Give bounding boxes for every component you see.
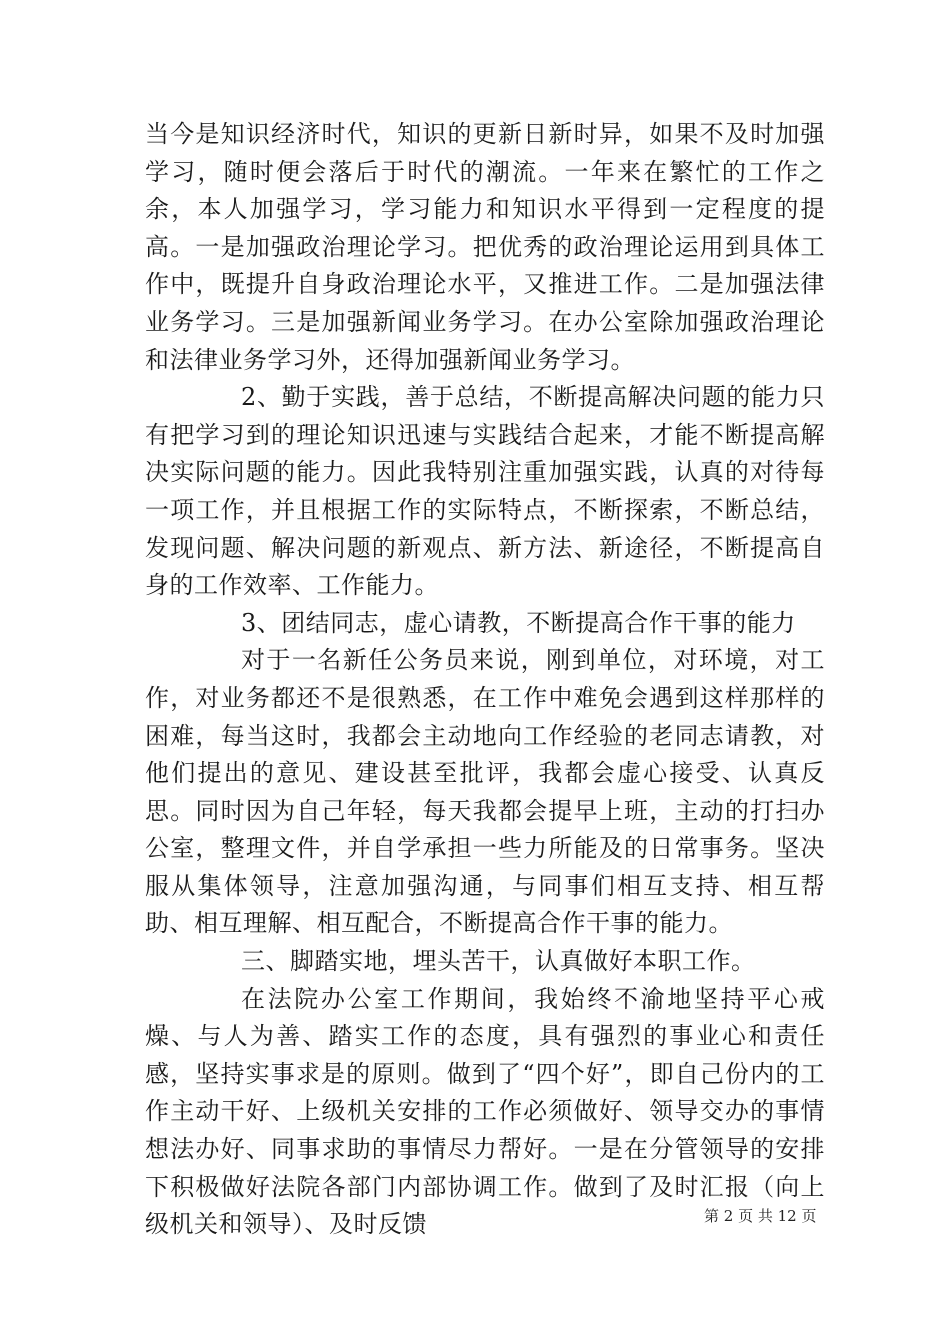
paragraph-unity-heading: 3、团结同志，虚心请教，不断提高合作干事的能力 [241,608,796,637]
paragraph-practice: 2、勤于实践，善于总结，不断提高解决问题的能力只有把学习到的理论知识迅速与实践结合起来，才能不断提高解决实际问题的能力。因此我特别注重加强实践，认真的对待每一项工作，并且根据工作的实际特点，不断探索，不断总结，发现问题、解决问题的新观点、新方法、新途径，不断提高自身的工作效率、工作能力。 [145,383,825,600]
section-heading-3: 三、脚踏实地，埋头苦干，认真做好本职工作。 [241,947,756,976]
paragraph-study: 当今是知识经济时代，知识的更新日新时异，如果不及时加强学习，随时便会落后于时代的潮流。一年来在繁忙的工作之余，本人加强学习，学习能力和知识水平得到一定程度的提高。一是加强政治理论学习。把优秀的政治理论运用到具体工作中，既提升自身政治理论水平，又推进工作。二是加强法律业务学习。三是加强新闻业务学习。在办公室除加强政治理论和法律业务学习外，还得加强新闻业务学习。 [145,120,825,374]
paragraph-court-office: 在法院办公室工作期间，我始终不渝地坚持平心戒燥、与人为善、踏实工作的态度，具有强烈的事业心和责任感，坚持实事求是的原则。做到了“四个好”，即自己份内的工作主动干好、上级机关安排的工作必须做好、领导交办的事情想法办好、同事求助的事情尽力帮好。一是在分管领导的安排下积极做好法院各部门内部协调工作。做到了及时汇报（向上级机关和领导）、及时反馈 [145,984,825,1239]
body-text [145,116,825,1244]
paragraph-new-civil-servant: 对于一名新任公务员来说，刚到单位，对环境，对工作，对业务都还不是很熟悉，在工作中难免会遇到这样那样的困难，每当这时，我都会主动地向工作经验的老同志请教，对他们提出的意见、建设甚至批评，我都会虚心接受、认真反思。同时因为自己年轻，每天我都会提早上班，主动的打扫办公室，整理文件，并自学承担一些力所能及的日常事务。坚决服从集体领导，注意加强沟通，与同事们相互支持、相互帮助、相互理解、相互配合，不断提高合作干事的能力。 [145,646,825,938]
page-number-footer: 第 2 页 共 12 页 [704,1207,817,1225]
